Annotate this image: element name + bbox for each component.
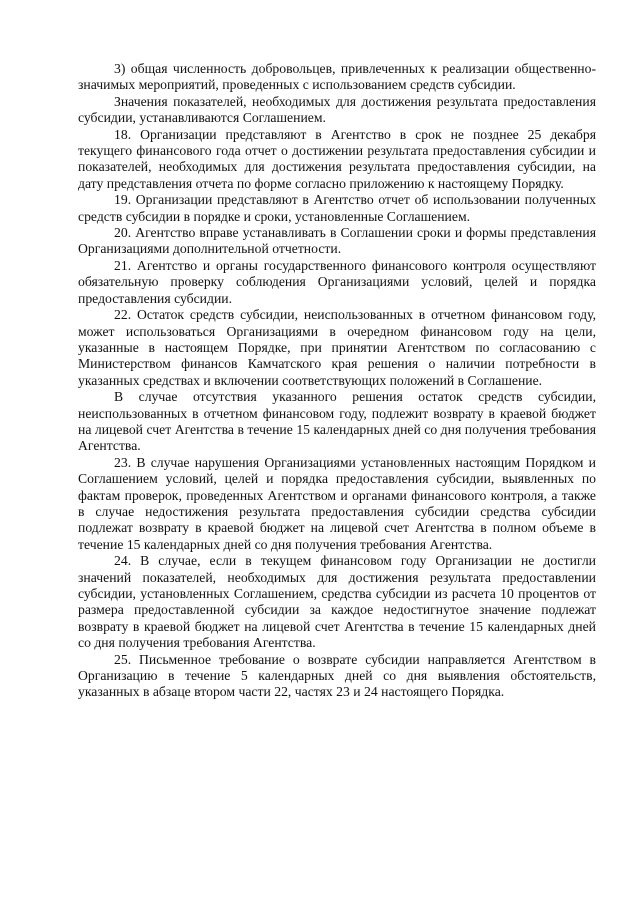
- paragraph-24: 24. В случае, если в текущем финансовом году Организации не достигли значений показателей, необходимых для достижения результата предоставлении субсидии, установленных Соглашением, средства субсидии из расчета 10 процентов от размера предоставленной субсидии за каждое недостигнутое значение подлежат возврату в краевой бюджет на лицевой счет Агентства в течение 15 календарных дней со дня получения требования Агентства.: [78, 553, 596, 651]
- paragraph-20: 20. Агентство вправе устанавливать в Соглашении сроки и формы представления Организациями дополнительной отчетности.: [78, 225, 596, 257]
- paragraph-22: 22. Остаток средств субсидии, неиспользованных в отчетном финансовом году, может использоваться Организациями в очередном финансовом году на цели, указанные в настоящем Порядке, при принятии Агентством по согласованию с Министерством финансов Камчатского края решения о наличии потребности в указанных средствах и включении соответствующих положений в Соглашение.: [78, 307, 596, 388]
- paragraph-indicator-3: 3) общая численность добровольцев, привлеченных к реализации общественно-значимых мероприятий, проведенных с использованием средств субсидии.: [78, 61, 596, 93]
- paragraph-23: 23. В случае нарушения Организациями установленных настоящим Порядком и Соглашением условий, целей и порядка предоставления субсидии, выявленных по фактам проверок, проведенных Агентством и органами финансового контроля, а также в случае недостижения результата предоставления субсидии средства субсидии подлежат возврату в краевой бюджет на лицевой счет Агентства в полном объеме в течение 15 календарных дней со дня получения требования Агентства.: [78, 454, 596, 552]
- paragraph-indicator-values: Значения показателей, необходимых для достижения результата предоставления субсидии, устанавливаются Соглашением.: [78, 93, 596, 126]
- paragraph-21: 21. Агентство и органы государственного финансового контроля осуществляют обязательную проверку соблюдения Организациями условий, целей и порядка предоставления субсидии.: [78, 257, 596, 306]
- paragraph-25: 25. Письменное требование о возврате субсидии направляется Агентством в Организацию в течение 5 календарных дней со дня выявления обстоятельств, указанных в абзаце втором части 22, частях 23 и 24 настоящего Порядка.: [78, 651, 596, 700]
- paragraph-18: 18. Организации представляют в Агентство в срок не позднее 25 декабря текущего финансового года отчет о достижении результата предоставления субсидии и показателей, необходимых для достижения результата предоставления субсидии, на дату представления отчета по форме согласно приложению к настоящему Порядку.: [78, 126, 596, 191]
- paragraph-22-absence: В случае отсутствия указанного решения остаток средств субсидии, неиспользованных в отчетном финансовом году, подлежит возврату в краевой бюджет на лицевой счет Агентства в течение 15 календарных дней со дня получения требования Агентства.: [78, 389, 596, 454]
- document-body: [78, 61, 596, 701]
- paragraph-19: 19. Организации представляют в Агентство отчет об использовании полученных средств субсидии в порядке и сроки, установленные Соглашением.: [78, 192, 596, 224]
